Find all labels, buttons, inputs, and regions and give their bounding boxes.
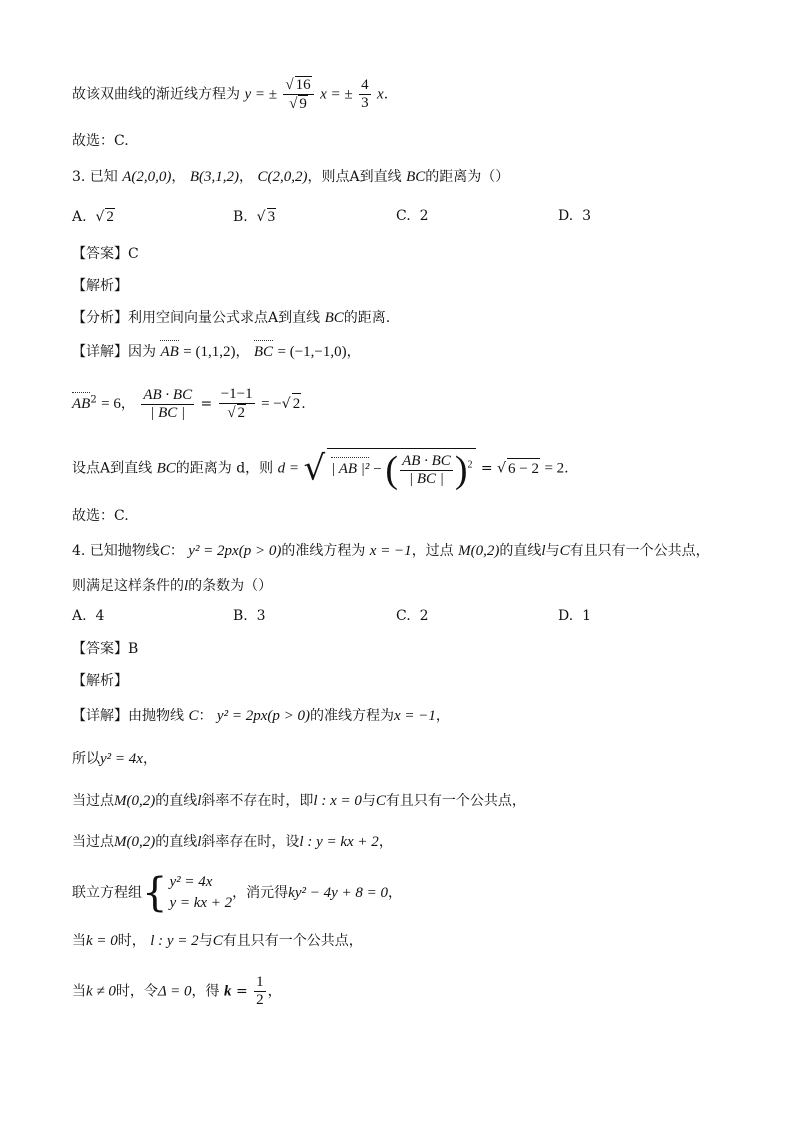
q4-k-zero: 当k = 0时， l : y = 2与C有且只有一个公共点， bbox=[72, 933, 363, 949]
directrix: x = −1 bbox=[369, 543, 412, 559]
q4-options bbox=[72, 608, 732, 630]
frac-result-sqrt: 2 bbox=[292, 393, 302, 414]
sep: ， bbox=[171, 169, 186, 185]
line-bc: BC bbox=[156, 460, 176, 477]
q3-number: 3. 已知 bbox=[72, 169, 118, 185]
eliminated-equation: ky² − 4y + 8 = 0 bbox=[288, 885, 389, 901]
q3-option-b: B. √ 3 bbox=[233, 209, 276, 225]
numeric-fraction: $\frac{-1-1}{√ 2}$ bbox=[220, 386, 253, 421]
q3-final-answer: 故选：C. bbox=[72, 508, 129, 524]
vector-ab: AB bbox=[160, 344, 179, 360]
q3-options bbox=[72, 208, 732, 230]
q3-stem bbox=[72, 167, 509, 187]
projection-fraction bbox=[141, 387, 194, 422]
frac-den-sqrt: 2 bbox=[237, 405, 246, 421]
frac-den-3: 3 bbox=[361, 95, 369, 111]
d-equals: d = bbox=[277, 460, 299, 477]
frac-num-4: 4 bbox=[361, 77, 369, 93]
dot-product: AB · BC bbox=[143, 386, 193, 403]
detail-tag: 【详解】 bbox=[72, 344, 128, 360]
math-y-pm: y = ± bbox=[244, 86, 277, 103]
q3-computation: $AB^2 = 6$， $\frac{AB \cdot BC}{| BC |}$ = $\frac{-1-1}{√ 2}$ = −√ 2. bbox=[72, 386, 306, 421]
q4-case-slope: 当过点M(0,2)的直线l斜率存在时，设l : y = kx + 2， bbox=[72, 834, 393, 850]
q4-stem-line1: 4. 已知抛物线C： y² = 2px(p > 0)的准线方程为 x = −1，过点 M(0,2)的直线l与C有且只有一个公共点， bbox=[72, 543, 710, 559]
q4-system: 联立方程组{ y² = 4x y = kx + 2 ，消元得ky² − 4y + 8 = 0， bbox=[72, 870, 403, 916]
q4-k-nonzero: 当k ≠ 0时，令Δ = 0，得 k = $\frac{1}{2}$ ， bbox=[72, 974, 282, 1008]
q3-answer bbox=[72, 244, 139, 264]
k-variable: k bbox=[224, 983, 232, 1000]
vector-ab-value: = (1,1,2) bbox=[183, 344, 236, 360]
d-result: = 2 bbox=[544, 460, 565, 477]
sqrt-fraction: $\frac{√ 16}{√ 9}$ bbox=[283, 76, 313, 113]
distance-radicand: | AB |² − ( $\frac{AB \cdot BC}{| BC |}$ )$^2$ bbox=[327, 448, 476, 489]
parabola-4x: y² = 4x bbox=[100, 751, 143, 767]
line-y-2: l : y = 2 bbox=[150, 933, 199, 949]
sqrt-16: 16 bbox=[295, 77, 311, 93]
q3-detail: 【详解】因为 AB = (1,1,2)， BC = (−1,−1,0)， bbox=[72, 344, 361, 360]
math-x: x bbox=[377, 86, 384, 103]
ab-magnitude-squared: | AB |² bbox=[331, 461, 370, 478]
projection-fraction-2: $\frac{AB \cdot BC}{| BC |}$ bbox=[402, 452, 451, 487]
q3-text-after: ，则点A到直线 bbox=[307, 169, 402, 185]
sep: ， bbox=[239, 169, 254, 185]
fraction-half: $\frac{1}{2}$ bbox=[256, 974, 264, 1008]
frac-result: = − bbox=[261, 396, 282, 412]
answer-tag: 【答案】 bbox=[72, 246, 128, 262]
q3-option-d: D. 3 bbox=[558, 208, 592, 224]
sqrt-9: 9 bbox=[299, 96, 307, 112]
line-bc: BC bbox=[324, 310, 344, 326]
system-eq2: y = kx + 2 bbox=[169, 895, 233, 911]
q3-distance: 设点A到直线 BC的距离为 d，则 d = √ | AB |² − ( $\frac{AB \cdot BC}{| BC |}$ )$^2$ = √ 6 − 2 = 2. bbox=[72, 448, 569, 491]
q4-analysis-tag: 【解析】 bbox=[72, 673, 128, 689]
math-x-eq-pm: x = ± bbox=[320, 86, 353, 103]
line-l: l bbox=[541, 543, 546, 559]
answer-value: C bbox=[128, 246, 139, 262]
q3-option-a: A. √ 2 bbox=[72, 209, 114, 225]
q4-option-d: D. 1 bbox=[558, 608, 592, 624]
q4-option-a: A. 4 bbox=[72, 608, 105, 624]
q4-stem-line2: 则满足这样条件的l的条数为（） bbox=[72, 578, 273, 594]
point-c: C(2,0,2) bbox=[257, 169, 308, 185]
q4-detail: 【详解】由抛物线 C： y² = 2px(p > 0)的准线方程为x = −1， bbox=[72, 708, 450, 724]
q3-option-c: C. 2 bbox=[396, 208, 429, 224]
period: . bbox=[383, 86, 389, 103]
point-b: B(3,1,2) bbox=[189, 169, 240, 185]
fenxi-tag: 【分析】 bbox=[72, 310, 128, 326]
point-a: A(2,0,0) bbox=[122, 169, 172, 185]
bc-magnitude: | BC | bbox=[150, 404, 186, 421]
q3-fenxi: 【分析】利用空间向量公式求点A到直线 BC的距离. bbox=[72, 310, 391, 326]
q2-final-answer: 故选：C. bbox=[72, 133, 129, 149]
ab-squared-value: = 6 bbox=[101, 396, 121, 412]
k-not-0: k ≠ 0 bbox=[86, 983, 116, 1000]
q3-analysis-tag: 【解析】 bbox=[72, 278, 128, 294]
equation-system bbox=[169, 872, 232, 914]
fraction-4-3 bbox=[359, 77, 371, 112]
parabola-equation: y² = 2px(p > 0) bbox=[188, 543, 282, 559]
point-m: M(0,2) bbox=[458, 543, 500, 559]
vector-bc: BC bbox=[253, 344, 274, 360]
system-eq1: y² = 4x bbox=[169, 874, 213, 890]
q4-option-c: C. 2 bbox=[396, 608, 429, 624]
line-kx-2: l : y = kx + 2 bbox=[299, 834, 379, 850]
line-bc: BC bbox=[406, 169, 426, 185]
curve-c: C bbox=[159, 543, 170, 559]
asymptote-line bbox=[72, 76, 388, 113]
q4-case-vertical: 当过点M(0,2)的直线l斜率不存在时，即l : x = 0与C有且只有一个公共点， bbox=[72, 793, 526, 809]
delta-zero: Δ = 0 bbox=[157, 983, 192, 1000]
line-x-0: l : x = 0 bbox=[313, 793, 362, 809]
q4-option-b: B. 3 bbox=[233, 608, 266, 624]
q4-answer: 【答案】B bbox=[72, 641, 139, 657]
vector-bc-value: = (−1,−1,0) bbox=[277, 344, 347, 360]
answer-value: B bbox=[128, 641, 139, 657]
vector-ab: AB bbox=[72, 396, 91, 412]
q4-so: 所以y² = 4x， bbox=[72, 751, 157, 767]
asymptote-text: 故该双曲线的渐近线方程为 bbox=[72, 86, 240, 103]
k-equals-0: k = 0 bbox=[86, 933, 118, 949]
q3-text-end: 的距离为（） bbox=[425, 169, 510, 185]
frac-num: −1−1 bbox=[220, 386, 253, 402]
d-result-sqrt: 6 − 2 bbox=[507, 458, 540, 479]
